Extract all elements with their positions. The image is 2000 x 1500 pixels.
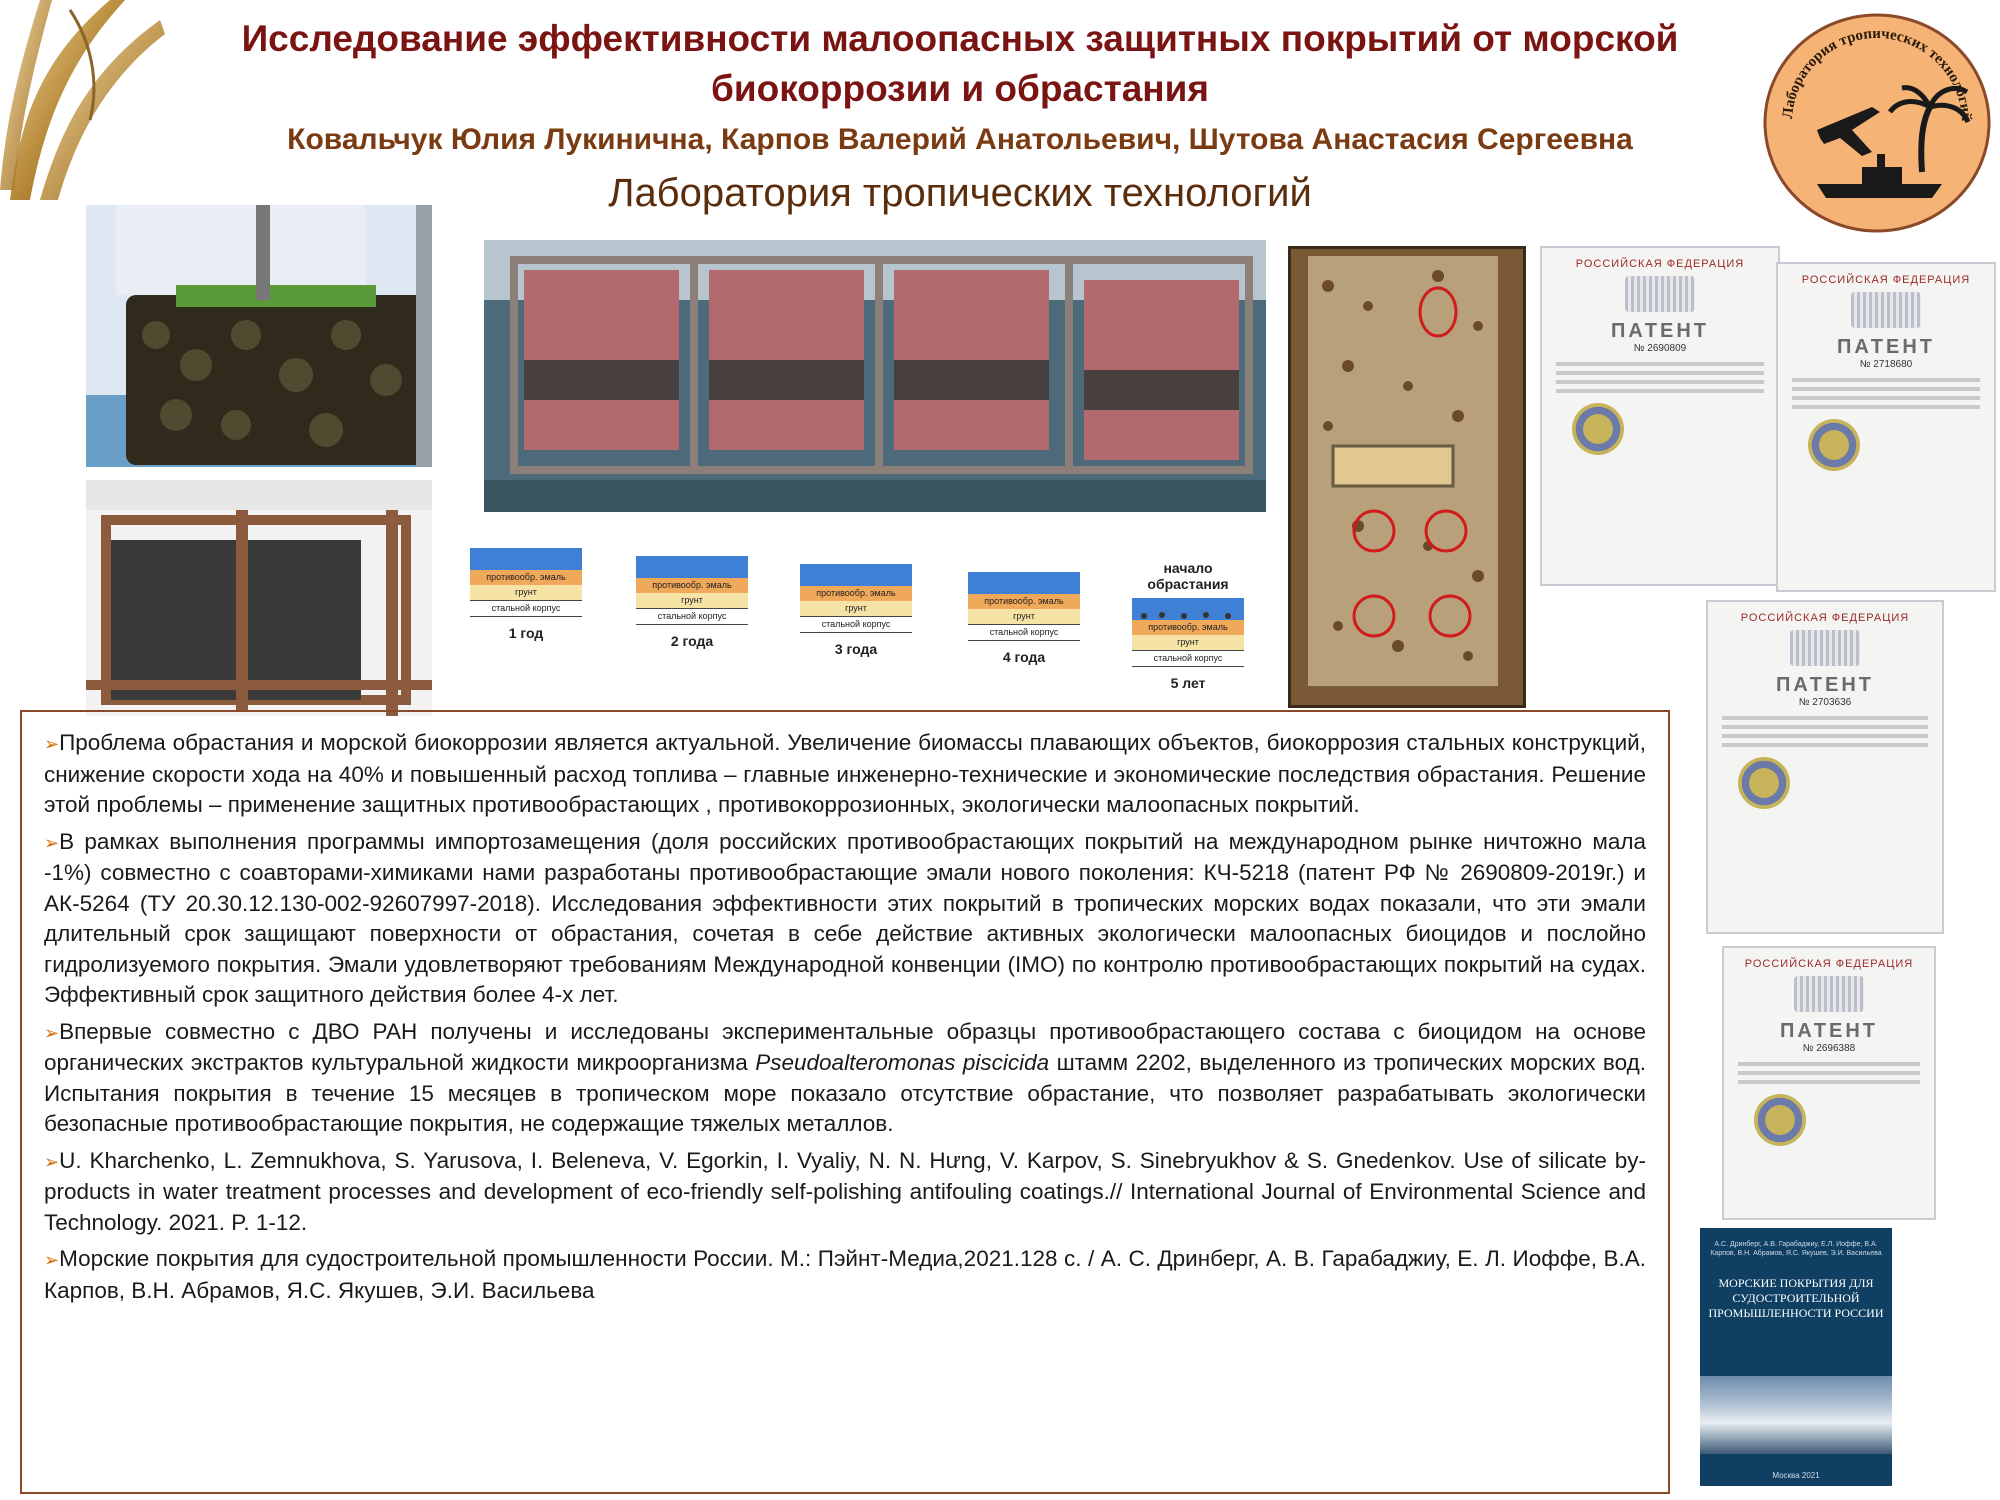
coat-of-arms-icon [1790,630,1860,666]
photo-panel-frame [86,480,432,716]
seal-icon [1738,757,1790,809]
paragraph-text: Впервые совместно с ДВО РАН получены и исследованы экспериментальные образцы противообрастающего состава с биоцидом на основе органических экстрактов культуральной жидкости микроорганизма [44,1018,1646,1075]
book-authors: А.С. Дринберг, А.В. Гарабаджиу, Е.Л. Иоффе, В.А. Карпов, В.Н. Абрамов, Я.С. Якушев, Э.И. Васильева [1710,1241,1882,1257]
bullet-arrow-icon: ➢ [44,1250,60,1270]
photo-fouled-frame [86,205,432,467]
patent-country: РОССИЙСКАЯ ФЕДЕРАЦИЯ [1744,958,1914,970]
steel-layer: стальной корпус [968,624,1080,641]
water-layer [636,556,748,578]
paragraph-import-substitution [44,827,1646,1011]
water-layer [800,564,912,586]
paragraph-text: Проблема обрастания и морской биокоррозии является актуальной. Увеличение биомассы плавающих объектов, биокоррозия стальных конструкций, снижение скорости хода на 40% и повышенный расход топлива – главные инженерно-технические и экономические последствия обрастания. Решение этой проблемы – применение защитных противообрастающих , противокоррозионных, экологически малоопасных покрытий. [44,730,1646,817]
water-layer [470,548,582,570]
patent-country: РОССИЙСКАЯ ФЕДЕРАЦИЯ [1740,612,1910,624]
coating-diagram-3 [800,564,912,657]
water-layer [1132,598,1244,620]
fouling-dots [1132,598,1244,620]
steel-layer: стальной корпус [636,608,748,625]
water-layer [968,572,1080,594]
coating-diagram-5 [1132,560,1244,691]
book-cover [1700,1228,1892,1486]
primer-layer: грунт [1132,635,1244,650]
coat-of-arms-icon [1625,276,1695,312]
coat-of-arms-icon [1794,976,1864,1012]
steel-layer: стальной корпус [800,616,912,633]
patent-body-lines [1792,378,1980,409]
diagram-label: 3 года [834,641,878,657]
lab-name: Лаборатория тропических технологий [608,171,1312,215]
diagram-label: 2 года [670,633,714,649]
patent-country: РОССИЙСКАЯ ФЕДЕРАЦИЯ [1575,258,1745,270]
primer-layer: грунт [800,601,912,616]
patent-title: ПАТЕНТ [1610,320,1710,342]
bullet-arrow-icon: ➢ [44,734,60,754]
book-city: Москва 2021 [1772,1471,1820,1480]
diagram-label: 1 год [508,625,544,641]
bullet-arrow-icon: ➢ [44,1151,60,1172]
paragraph-problem [44,728,1646,821]
primer-layer: грунт [636,593,748,608]
patent-country: РОССИЙСКАЯ ФЕДЕРАЦИЯ [1801,274,1971,286]
enamel-layer: противообр. эмаль [1132,620,1244,635]
paragraph-biocide [44,1017,1646,1140]
steel-layer: стальной корпус [470,600,582,617]
patent-certificate-4 [1722,946,1936,1220]
enamel-layer: противообр. эмаль [636,578,748,593]
lab-logo [1762,12,1992,234]
patent-number: № 2718680 [1859,359,1913,370]
logo-text: Лаборатория тропических технологий [1779,25,1975,122]
reference-text: Морские покрытия для судостроительной промышленности России. М.: Пэйнт-Медиа,2021.128 с. / А. С. Дринберг, А. В. Гарабаджиу, Е. Л. Иоффе, В.А. Карпов, В.Н. Абрамов, Я.С. Якушев, Э.И. Васильева [44,1246,1646,1303]
patent-body-lines [1722,716,1928,747]
diagram-label: 5 лет [1170,675,1206,691]
patent-title: ПАТЕНТ [1836,336,1936,358]
fouling-caption: начало обрастания [1147,560,1229,592]
seal-icon [1808,419,1860,471]
patent-title: ПАТЕНТ [1779,1020,1879,1042]
book-cover-image [1700,1376,1892,1454]
main-text-box [20,710,1670,1494]
enamel-layer: противообр. эмаль [968,594,1080,609]
diagram-label: 4 года [1002,649,1046,665]
reference-text: U. Kharchenko, L. Zemnukhova, S. Yarusova, I. Beleneva, V. Egorkin, I. Vyaliy, N. N. Hưng, V. Karpov, S. Sinebryukhov & S. Gnedenkov. Use of silicate by-products in water treatment processes and development of eco-friendly self-polishing antifouling coatings.// International Journal of Environmental Science and Technology. 2021. P. 1-12. [44,1147,1646,1235]
seal-icon [1572,403,1624,455]
coating-diagram-1 [470,548,582,641]
patent-title: ПАТЕНТ [1775,674,1875,696]
coating-diagram-4 [968,572,1080,665]
page-title: Исследование эффективности малоопасных защитных покрытий от морской биокоррозии и обрастания [241,18,1679,109]
bullet-arrow-icon: ➢ [44,1022,60,1043]
paragraph-text: штамм 2202, выделенного из тропических морских вод. Испытания покрытия в течение 15 месяцев в тропическом море показало отсутствие обрастание, что позволяет разрабатывать экологически безопасные противообрастающие покрытия, не содержащие тяжелых металлов. [44,1050,1647,1136]
authors: Ковальчук Юлия Лукинична, Карпов Валерий Анатольевич, Шутова Анастасия Сергеевна [287,123,1633,156]
reference-2 [44,1244,1646,1306]
photo-test-panels [484,240,1266,512]
enamel-layer: противообр. эмаль [800,586,912,601]
patent-certificate-2 [1776,262,1996,592]
decorative-emblem [0,0,170,200]
seal-icon [1754,1094,1806,1146]
reference-1 [44,1146,1646,1239]
patent-certificate-1 [1540,246,1780,586]
patent-number: № 2690809 [1633,343,1687,354]
photo-fouled-panel [1288,246,1526,708]
coating-diagram-2 [636,556,748,649]
patent-number: № 2703636 [1798,697,1852,708]
coat-of-arms-icon [1851,292,1921,328]
book-title: МОРСКИЕ ПОКРЫТИЯ ДЛЯ СУДОСТРОИТЕЛЬНОЙ ПРОМЫШЛЕННОСТИ РОССИИ [1708,1276,1884,1320]
steel-layer: стальной корпус [1132,650,1244,667]
patent-body-lines [1738,1062,1920,1084]
patent-certificate-3 [1706,600,1944,934]
primer-layer: грунт [470,585,582,600]
primer-layer: грунт [968,609,1080,624]
species-name: Pseudoalteromonas piscicida [755,1050,1050,1075]
patent-number: № 2696388 [1802,1043,1856,1054]
bullet-arrow-icon: ➢ [44,832,60,853]
patent-body-lines [1556,362,1764,393]
paragraph-text: В рамках выполнения программы импортозамещения (доля российских противообрастающих покрытий на международном рынке ничтожно мала -1%) совместно с соавторами-химиками нами разработаны противообрастающие эмали нового поколения: КЧ-5218 (патент РФ № 2690809-2019г.) и АК-5264 (ТУ 20.30.12.130-002-92607997-2018). Исследования эффективности этих покрытий в тропических морских водах показали, что эти эмали длительный срок защищают поверхности от обрастания, сочетая в себе действие активных экологически малоопасных биоцидов и послойно гидролизуемого покрытия. Эмали удовлетворяют требованиям Международной конвенции (IMO) по контролю противообрастающих покрытий на судах. Эффективный срок защитного действия более 4-х лет. [44,828,1646,1007]
enamel-layer: противообр. эмаль [470,570,582,585]
